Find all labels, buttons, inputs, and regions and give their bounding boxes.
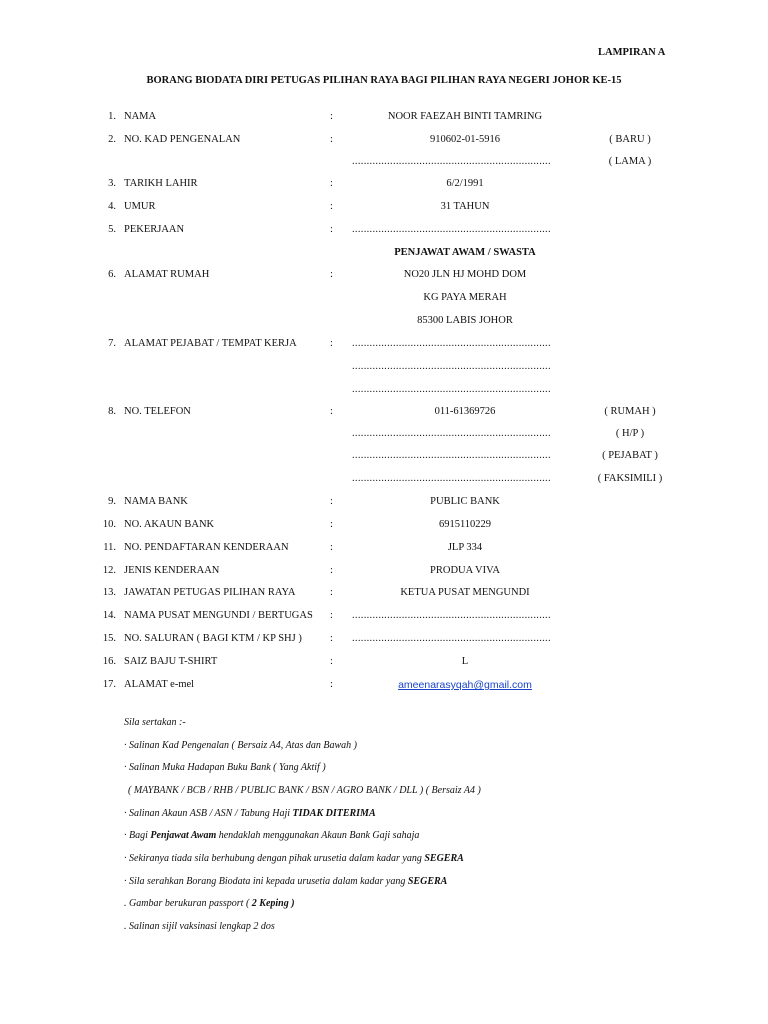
field-value-akaun-bank: 6915110229: [438, 519, 492, 530]
colon: :: [330, 338, 333, 349]
field-label-akaun-bank: NO. AKAUN BANK: [124, 519, 215, 530]
row-number: 13.: [102, 587, 116, 598]
note-emphasis: Penjawat Awam: [150, 830, 217, 841]
field-value-kad-pengenalan: 910602-01-5916: [430, 134, 500, 145]
note-item: [124, 829, 419, 843]
colon: :: [330, 587, 333, 598]
row-number: 12.: [102, 565, 116, 576]
blank-line: ....................................................................: [352, 224, 551, 235]
field-value-nama-bank: PUBLIC BANK: [430, 496, 500, 507]
row-number: 6.: [108, 269, 116, 280]
note-item: [124, 875, 447, 889]
field-label-pusat-mengundi: NAMA PUSAT MENGUNDI / BERTUGAS: [124, 610, 313, 621]
note-emphasis: SEGERA: [424, 853, 464, 864]
field-value-pendaftaran-kenderaan: JLP 334: [447, 542, 483, 553]
field-value-tarikh-lahir: 6/2/1991: [446, 178, 484, 189]
field-label-tarikh-lahir: TARIKH LAHIR: [124, 178, 198, 189]
blank-line: ....................................................................: [352, 384, 551, 395]
colon: :: [330, 519, 333, 530]
colon: :: [330, 178, 333, 189]
colon: :: [330, 224, 333, 235]
side-label-rumah: ( RUMAH ): [604, 406, 656, 417]
colon: :: [330, 269, 333, 280]
row-number: 2.: [108, 134, 116, 145]
form-title: BORANG BIODATA DIRI PETUGAS PILIHAN RAYA BAGI PILIHAN RAYA NEGERI JOHOR KE-15: [146, 75, 622, 86]
colon: :: [330, 633, 333, 644]
row-number: 11.: [103, 542, 116, 553]
colon: :: [330, 406, 333, 417]
field-label-umur: UMUR: [124, 201, 156, 212]
colon: :: [330, 111, 333, 122]
field-label-alamat-pejabat: ALAMAT PEJABAT / TEMPAT KERJA: [124, 338, 297, 349]
colon: :: [330, 610, 333, 621]
field-value-alamat-line-2: KG PAYA MERAH: [423, 292, 507, 303]
field-label-saluran: NO. SALURAN ( BAGI KTM / KP SHJ ): [124, 633, 302, 644]
notes-heading: Sila sertakan :-: [124, 717, 186, 728]
row-number: 17.: [102, 679, 116, 690]
note-item: ( MAYBANK / BCB / RHB / PUBLIC BANK / BSN / AGRO BANK / DLL ) ( Bersaiz A4 ): [128, 785, 481, 796]
row-number: 5.: [108, 224, 116, 235]
row-number: 7.: [108, 338, 116, 349]
blank-line: ....................................................................: [352, 610, 551, 621]
row-number: 3.: [108, 178, 116, 189]
colon: :: [330, 656, 333, 667]
colon: :: [330, 134, 333, 145]
field-value-telefon: 011-61369726: [434, 406, 496, 417]
note-text: · Bagi: [124, 830, 151, 841]
field-value-jawatan: KETUA PUSAT MENGUNDI: [400, 587, 530, 598]
field-label-jawatan: JAWATAN PETUGAS PILIHAN RAYA: [124, 587, 296, 598]
note-item: [124, 807, 376, 821]
field-label-email: ALAMAT e-mel: [124, 679, 195, 690]
field-value-alamat-line-1: NO20 JLN HJ MOHD DOM: [403, 269, 527, 280]
blank-line: ....................................................................: [352, 473, 551, 484]
row-number: 14.: [102, 610, 116, 621]
blank-line: ....................................................................: [352, 450, 551, 461]
row-number: 4.: [108, 201, 116, 212]
field-value-umur: 31 TAHUN: [440, 201, 490, 212]
note-text: · Salinan Akaun ASB / ASN / Tabung Haji: [124, 808, 293, 819]
note-emphasis: 2 Keping ): [251, 898, 295, 909]
field-label-pekerjaan: PEKERJAAN: [124, 224, 185, 235]
row-number: 9.: [108, 496, 116, 507]
field-label-saiz-baju: SAIZ BAJU T-SHIRT: [124, 656, 218, 667]
note-item: [124, 897, 295, 911]
colon: :: [330, 496, 333, 507]
field-value-email-wrapper: [340, 678, 590, 693]
note-text: . Gambar berukuran passport (: [124, 898, 252, 909]
field-value-alamat-line-3: 85300 LABIS JOHOR: [417, 315, 513, 326]
row-number: 10.: [102, 519, 116, 530]
note-text: hendaklah menggunakan Akaun Bank Gaji sahaja: [216, 830, 420, 841]
side-label-lama: ( LAMA ): [608, 156, 652, 167]
note-item: · Salinan Kad Pengenalan ( Bersaiz A4, Atas dan Bawah ): [124, 740, 357, 751]
row-number: 15.: [102, 633, 116, 644]
row-number: 1.: [108, 111, 116, 122]
field-label-alamat-rumah: ALAMAT RUMAH: [124, 269, 210, 280]
note-item: [124, 852, 464, 866]
field-value-pekerjaan: PENJAWAT AWAM / SWASTA: [394, 247, 536, 258]
colon: :: [330, 679, 333, 690]
blank-line: ....................................................................: [352, 633, 551, 644]
field-value-nama: NOOR FAEZAH BINTI TAMRING: [387, 111, 543, 122]
lampiran-label: LAMPIRAN A: [598, 47, 666, 58]
note-item: · Salinan Muka Hadapan Buku Bank ( Yang Aktif ): [124, 762, 326, 773]
field-label-nama: NAMA: [124, 111, 157, 122]
blank-line: ....................................................................: [352, 338, 551, 349]
blank-line: ....................................................................: [352, 428, 551, 439]
note-item: . Salinan sijil vaksinasi lengkap 2 dos: [124, 921, 275, 932]
field-label-jenis-kenderaan: JENIS KENDERAAN: [124, 565, 220, 576]
colon: :: [330, 201, 333, 212]
field-value-saiz-baju: L: [461, 656, 469, 667]
row-number: 16.: [102, 656, 116, 667]
field-value-jenis-kenderaan: PRODUA VIVA: [430, 565, 500, 576]
colon: :: [330, 542, 333, 553]
row-number: 8.: [108, 406, 116, 417]
note-emphasis: TIDAK DITERIMA: [292, 808, 376, 819]
side-label-pejabat: ( PEJABAT ): [602, 450, 658, 461]
side-label-faksimili: ( FAKSIMILI ): [597, 473, 663, 484]
field-label-kad-pengenalan: NO. KAD PENGENALAN: [124, 134, 241, 145]
blank-line: ....................................................................: [352, 156, 551, 167]
side-label-baru: ( BARU ): [609, 134, 651, 145]
blank-line: ....................................................................: [352, 361, 551, 372]
side-label-hp: ( H/P ): [615, 428, 645, 439]
note-text: · Sila serahkan Borang Biodata ini kepada urusetia dalam kadar yang: [124, 876, 408, 887]
note-text: · Sekiranya tiada sila berhubung dengan pihak urusetia dalam kadar yang: [124, 853, 425, 864]
field-label-pendaftaran-kenderaan: NO. PENDAFTARAN KENDERAAN: [124, 542, 289, 553]
field-label-telefon: NO. TELEFON: [124, 406, 191, 417]
note-emphasis: SEGERA: [407, 876, 448, 887]
field-label-nama-bank: NAMA BANK: [124, 496, 188, 507]
colon: :: [330, 565, 333, 576]
email-link[interactable]: ameenarasyqah@gmail.com: [398, 679, 532, 691]
